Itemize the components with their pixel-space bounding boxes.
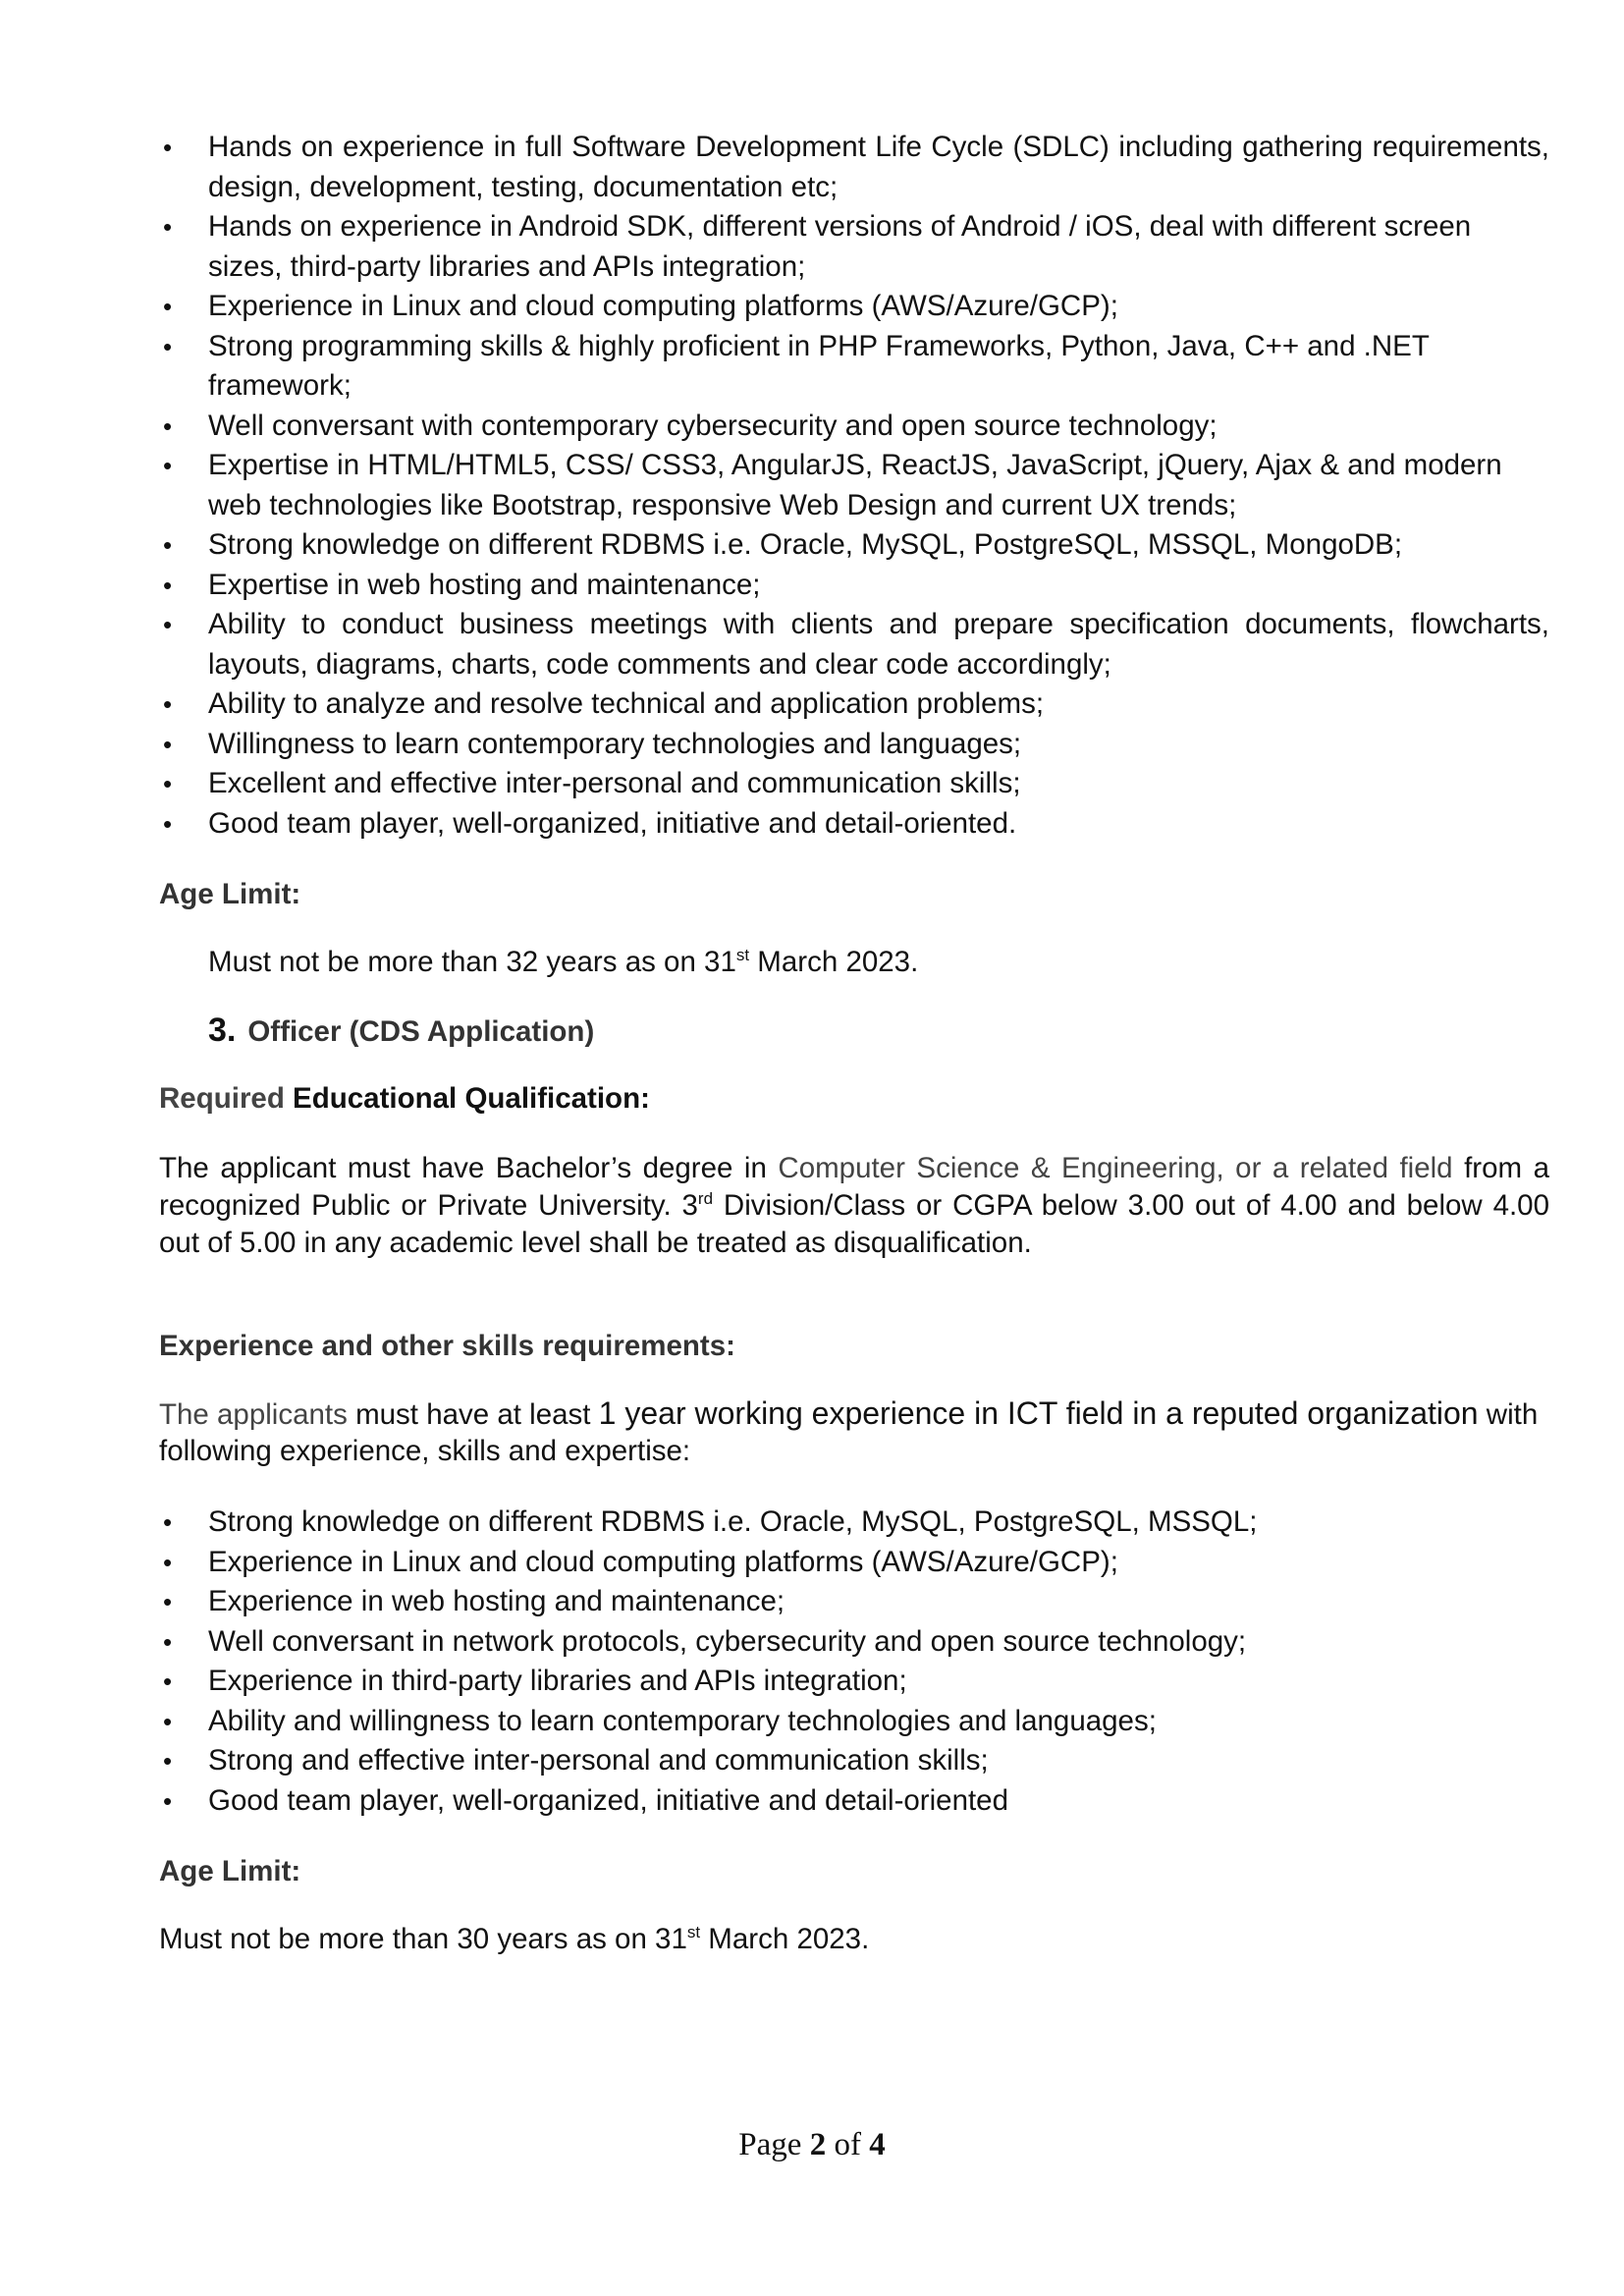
list-item: • Well conversant with contemporary cybersecurity and open source technology; <box>159 407 1549 447</box>
age-limit-heading: Age Limit: <box>159 1855 301 1887</box>
experience-requirement: 1 year working experience in ICT field in a reputed organization <box>598 1395 1479 1431</box>
experience-text: must have at least <box>347 1398 599 1431</box>
age-limit-text-end: March 2023. <box>700 1923 870 1955</box>
education-paragraph <box>159 1150 1549 1262</box>
list-item: • Strong and effective inter-personal and communication skills; <box>159 1741 1549 1781</box>
list-item: • Strong knowledge on different RDBMS i.e. Oracle, MySQL, PostgreSQL, MSSQL, MongoDB; <box>159 525 1549 566</box>
section-heading <box>159 1011 1549 1052</box>
age-limit-text-end: March 2023. <box>749 946 919 978</box>
experience-subject: The applicants <box>159 1398 348 1431</box>
age-limit-text <box>159 944 1549 981</box>
skills-list-2 <box>159 1503 1549 1821</box>
list-item: • Well conversant in network protocols, cybersecurity and open source technology; <box>159 1622 1549 1663</box>
list-item: • Expertise in HTML/HTML5, CSS/ CSS3, AngularJS, ReactJS, JavaScript, jQuery, Ajax & and modern web technologies like Bootstrap, responsive Web Design and current UX trends; <box>159 446 1549 525</box>
education-text-cont: from a recognized Public or Private University. 3 <box>159 1152 1549 1222</box>
list-item: • Experience in third-party libraries and APIs integration; <box>159 1662 1549 1702</box>
list-item: • Ability and willingness to learn contemporary technologies and languages; <box>159 1702 1549 1742</box>
list-item: • Good team player, well-organized, initiative and detail-oriented <box>159 1781 1549 1822</box>
age-limit-text <box>159 1921 1549 1958</box>
list-item: • Willingness to learn contemporary technologies and languages; <box>159 725 1549 765</box>
list-item: • Experience in Linux and cloud computing platforms (AWS/Azure/GCP); <box>159 287 1549 327</box>
section-number: 3. <box>208 1011 237 1049</box>
document-body <box>159 128 1549 1958</box>
total-pages-number: 4 <box>869 2127 886 2162</box>
list-item: • Hands on experience in full Software Development Life Cycle (SDLC) including gathering requirements, design, development, testing, documentation etc; <box>159 128 1549 207</box>
section-title: Officer (CDS Application) <box>247 1015 595 1048</box>
age-limit-text-start: Must not be more than 32 years as on 31 <box>208 946 736 978</box>
list-item: • Strong programming skills & highly proficient in PHP Frameworks, Python, Java, C++ and .NET framework; <box>159 327 1549 407</box>
page-footer <box>0 2127 1624 2163</box>
experience-text-end: with following experience, skills and expertise: <box>159 1398 1539 1467</box>
ordinal-suffix: rd <box>697 1189 714 1209</box>
age-limit-text-start: Must not be more than 30 years as on 31 <box>159 1923 687 1955</box>
experience-heading: Experience and other skills requirements: <box>159 1330 735 1362</box>
skills-list-1 <box>159 128 1549 844</box>
list-item: • Excellent and effective inter-personal and communication skills; <box>159 764 1549 804</box>
list-item: • Experience in web hosting and maintenance; <box>159 1582 1549 1622</box>
list-item: • Expertise in web hosting and maintenance; <box>159 566 1549 606</box>
list-item: • Experience in Linux and cloud computing platforms (AWS/Azure/GCP); <box>159 1543 1549 1583</box>
education-text: The applicant must have Bachelor’s degree in <box>159 1152 779 1184</box>
list-item: • Good team player, well-organized, initiative and detail-oriented. <box>159 804 1549 845</box>
education-heading-prefix: Required <box>159 1082 285 1115</box>
page-label: Page <box>738 2127 810 2162</box>
ordinal-suffix: st <box>735 946 750 965</box>
current-page-number: 2 <box>809 2127 827 2162</box>
list-item: • Ability to analyze and resolve technical and application problems; <box>159 684 1549 725</box>
experience-paragraph <box>159 1395 1549 1469</box>
list-item: • Strong knowledge on different RDBMS i.e. Oracle, MySQL, PostgreSQL, MSSQL; <box>159 1503 1549 1543</box>
education-heading <box>159 1079 1549 1119</box>
age-limit-heading: Age Limit: <box>159 878 301 910</box>
ordinal-suffix: st <box>686 1923 701 1942</box>
education-heading-main: Educational Qualification: <box>284 1082 650 1115</box>
page-of-label: of <box>826 2127 870 2162</box>
education-text-end: Division/Class or CGPA below 3.00 out of 4.00 and below 4.00 out of 5.00 in any academic level shall be treated as disqualification. <box>159 1189 1549 1259</box>
list-item: • Hands on experience in Android SDK, different versions of Android / iOS, deal with different screen sizes, third-party libraries and APIs integration; <box>159 207 1549 287</box>
education-field: Computer Science & Engineering, or a related field <box>778 1152 1453 1184</box>
list-item: • Ability to conduct business meetings with clients and prepare specification documents, flowcharts, layouts, diagrams, charts, code comments and clear code accordingly; <box>159 605 1549 684</box>
